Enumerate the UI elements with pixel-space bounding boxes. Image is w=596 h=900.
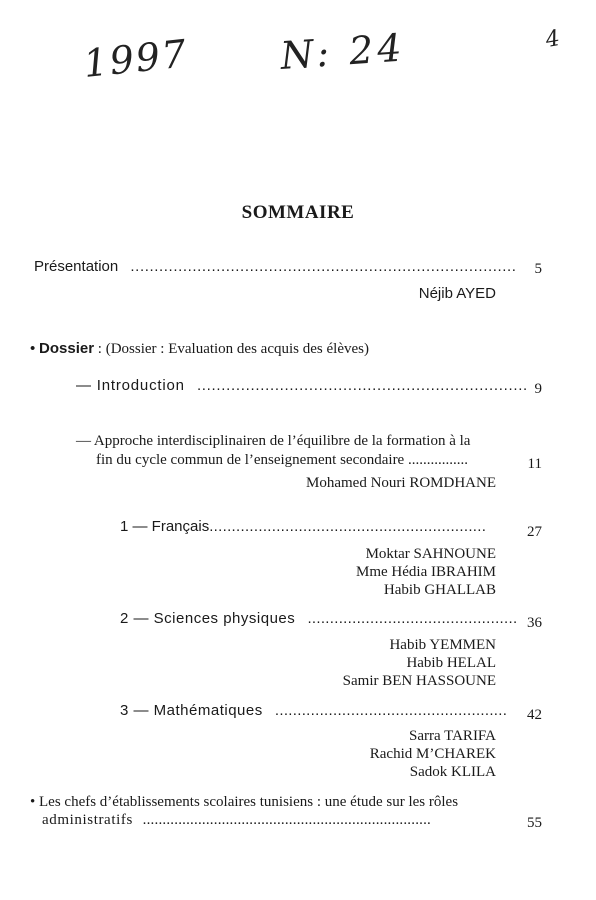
author-name: Habib HELAL <box>406 655 496 671</box>
author-name: Moktar SAHNOUNE <box>365 546 496 562</box>
toc-entry-chefs-line2 <box>42 811 431 829</box>
leader-dots: .............................................................. <box>209 518 487 535</box>
toc-entry-approche-line1: — Approche interdisciplinairen de l’équilibre de la formation à la <box>76 433 471 449</box>
toc-entry-approche-line2: fin du cycle commun de l’enseignement secondaire ................ <box>96 452 468 468</box>
section-description: : (Dossier : Evaluation des acquis des élèves) <box>97 341 369 357</box>
page-title: SOMMAIRE <box>241 202 355 223</box>
toc-entry-chefs-line1: • Les chefs d’établissements scolaires tunisiens : une étude sur les rôles <box>30 794 459 810</box>
page-number: 5 <box>534 261 542 277</box>
author-name: Sarra TARIFA <box>409 728 496 744</box>
toc-entry-label: 3 — Mathématiques <box>120 702 263 719</box>
leader-dots: ......................................................................... <box>142 812 431 828</box>
section-label: Dossier <box>39 340 95 357</box>
toc-entry-label: 1 — Français <box>120 518 210 535</box>
author-name: Samir BEN HASSOUNE <box>342 673 496 689</box>
page-number: 55 <box>527 815 542 831</box>
page-number: 27 <box>527 524 542 540</box>
leader-dots: .................................................... <box>274 702 508 719</box>
page-number: 36 <box>527 615 542 631</box>
handwritten-corner-mark: 4 <box>543 25 562 53</box>
author-name: Habib YEMMEN <box>389 637 496 653</box>
author-name: Mme Hédia IBRAHIM <box>356 564 496 580</box>
toc-entry-presentation <box>34 258 517 276</box>
author-name: Rachid M’CHAREK <box>369 746 496 762</box>
toc-entry-sciences-physiques <box>120 610 517 628</box>
toc-entry-mathematiques <box>120 702 507 720</box>
toc-section-dossier <box>30 340 369 358</box>
leader-dots: ................................................................................. <box>130 258 517 275</box>
toc-entry-francais <box>120 518 486 536</box>
handwritten-year: 1997 <box>81 31 191 87</box>
handwritten-issue-number: N: 24 <box>278 25 407 78</box>
author-name: Sadok KLILA <box>409 764 496 780</box>
page-number: 42 <box>527 707 542 723</box>
toc-entry-label: — Introduction <box>76 377 185 394</box>
leader-dots: .................................................................... <box>196 377 528 394</box>
author-name: Néjib AYED <box>418 285 496 302</box>
bullet: • <box>30 341 36 357</box>
page-number: 9 <box>534 381 542 397</box>
leader-dots: ............................................... <box>307 610 518 627</box>
page-number: 11 <box>527 456 542 472</box>
toc-entry-label: Présentation <box>34 258 119 275</box>
toc-entry-introduction <box>76 377 528 395</box>
author-name: Mohamed Nouri ROMDHANE <box>306 475 496 491</box>
author-name: Habib GHALLAB <box>383 582 496 598</box>
toc-entry-label: administratifs <box>42 812 133 828</box>
toc-entry-label: 2 — Sciences physiques <box>120 610 296 627</box>
